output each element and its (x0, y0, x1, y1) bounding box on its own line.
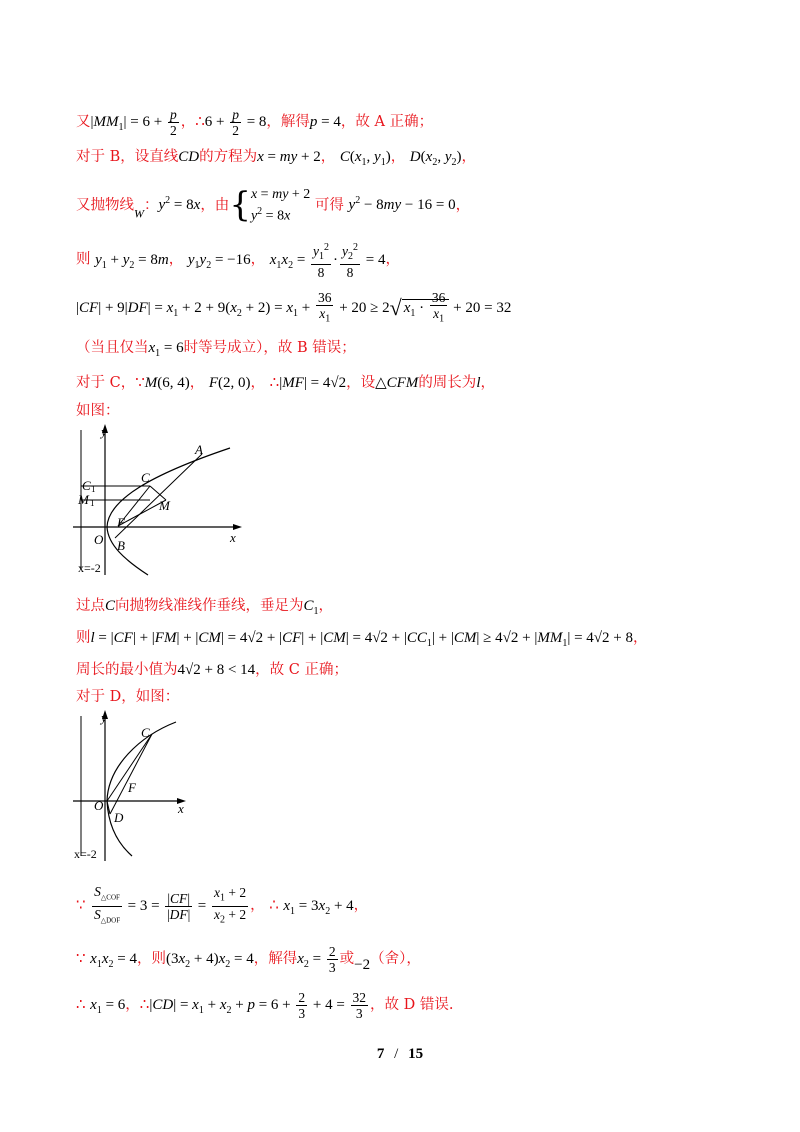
line-c-setup: 对于 C，∵M(6, 4)， F(2, 0)， ∴|MF| = 4√2，设△CFM的周长为l， (76, 375, 495, 391)
c-d-segment (110, 734, 152, 814)
figure-2-parabola-d (70, 706, 260, 866)
label-m1-sub: 1 (90, 498, 95, 508)
text-or: 或 (339, 950, 355, 967)
label-f: F (128, 780, 136, 795)
label-c1-sub: 1 (91, 484, 96, 494)
text-then-d: 则 (151, 950, 166, 967)
label-o: O (94, 532, 104, 547)
label-x: x (178, 801, 184, 816)
line-b-vieta: 则 $y_1 + y_2 = 8m$， $y_1y_2 = -16$， $x_1x_2$ = $\frac{y_1^2}{8}$ · $\frac{y_2^2}{8}$ = 4， (76, 242, 400, 281)
line-c-conclusion: 周长的最小值为4√2 + 8 < 14，故 C 正确； (76, 662, 348, 678)
label-c: C (141, 470, 150, 485)
page-total: 15 (408, 1046, 424, 1062)
text-you: 又 (76, 113, 91, 130)
text-foot: 向抛物线准线作垂线，垂足为 (115, 598, 304, 614)
label-b: B (117, 538, 125, 553)
text-let: ，设 (346, 375, 376, 391)
line-c-perpendicular: 过点C向抛物线准线作垂线，垂足为$C_1$， (76, 598, 334, 617)
text-solve-d: ，解得 (253, 950, 298, 967)
label-c: C (141, 725, 150, 740)
label-c1: C (82, 478, 91, 493)
page-footer (0, 1046, 800, 1063)
text-for-c: 对于 C， (76, 375, 136, 391)
line-d-setup: 对于 D，如图： (76, 689, 180, 705)
label-m1: M (78, 492, 89, 507)
label-f: F (117, 515, 125, 530)
line-b-inequality: $|CF| + 9|DF| = x_1 + 2 + 9(x_2 + 2) = x_1$ + $\frac{36}{x_1}$ + 20 ≥ 2√ $x_1$ · $\frac{36}{x_1}$ + 20 = 32 (76, 290, 512, 325)
line-d-conclusion: ∴ $x_1 = 6$，∴|CD| = $x_1 + x_2 + p = 6$ + $\frac{2}{3}$ + 4 = $\frac{32}{3}$ ，故 D 错误. (76, 990, 454, 1021)
line-a-conclusion: 又$|MM_1| = 6$ + $\frac{p}{2}$ ，∴6 + $\frac{p}{2}$ = 8，解得p = 4，故 A 正确； (76, 107, 434, 138)
line-d-area-ratio: ∵ $\frac{S_{\triangle COF}}{S_{\triangle DOF}}$ = 3 = $\frac{|CF|}{|DF|}$ = $\frac{x_1 + 2}{x_2 + 2}$ ， ∴ $x_1 = 3x_2 + 4$， (76, 884, 369, 926)
label-o: O (94, 798, 104, 813)
line-b-setup: 对于 B，设直线CD的方程为x = my + 2， $C(x_1$, $y_1$)， $D(x_2$, $y_2$)， (76, 149, 476, 168)
text-rejected: （舍）， (370, 950, 421, 967)
text-perimeter: 的周长为 (418, 375, 477, 391)
text-equation-is: 的方程为 (199, 149, 258, 165)
label-x: x (230, 530, 236, 545)
label-directrix: x=-2 (74, 847, 97, 861)
text-c-correct: ，故 C 正确； (255, 662, 348, 678)
page-number: 7 (376, 1046, 385, 1062)
line-b-system: 又抛物线$_W$：$y^2 = 8x$，由{ x = my + 2 $y^2 = 8x$ 可得 $y^2 - 8my - 16 = 0$， (76, 185, 471, 226)
text-then: 则 (76, 251, 91, 268)
label-d: D (114, 810, 124, 825)
text-parabola: 又抛物线 (76, 197, 134, 214)
text-then-c: 则 (76, 630, 91, 646)
text-b-wrong: 时等号成立），故 B 错误； (183, 340, 356, 356)
text-iff: （当且仅当 (76, 340, 149, 356)
parabola-curve (107, 722, 176, 856)
text-for-b: 对于 B，设直线 (76, 149, 179, 165)
text-solve: ，解得 (266, 113, 310, 130)
text-a-correct: ，故 A 正确； (340, 113, 434, 130)
line-c-perimeter: 则$l = |CF| + |FM| + |CM| = 4√2 + |CF| + |CM| = 4√2 + |CC_1| + |CM| \ge 4√2 + |MM_1| = 4√2 + 8$， (76, 630, 648, 649)
text-d-wrong: ，故 D 错误. (370, 996, 454, 1013)
label-a: A (195, 442, 203, 457)
figure-1-parabola-c (70, 420, 260, 580)
label-m: M (159, 498, 170, 513)
line-as-figure: 如图： (76, 403, 120, 419)
label-directrix: x=-2 (78, 561, 101, 575)
text-through-point: 过点 (76, 598, 105, 614)
text-from: ，由 (200, 197, 230, 214)
line-d-solve: ∵ $x_1x_2 = 4$，则$(3x_2 + 4)x_2 = 4$，解得$x_2$ = $\frac{2}{3}$ 或−2（舍）， (76, 944, 421, 975)
text-obtain: 可得 (314, 197, 344, 214)
label-y: y (101, 710, 107, 725)
page-separator: / (394, 1046, 399, 1062)
text-min-perimeter: 周长的最小值为 (76, 662, 178, 678)
line-ab (115, 454, 202, 538)
label-y: y (101, 424, 107, 439)
line-b-conclusion: （当且仅当$x_1 = 6$时等号成立），故 B 错误； (76, 340, 356, 359)
